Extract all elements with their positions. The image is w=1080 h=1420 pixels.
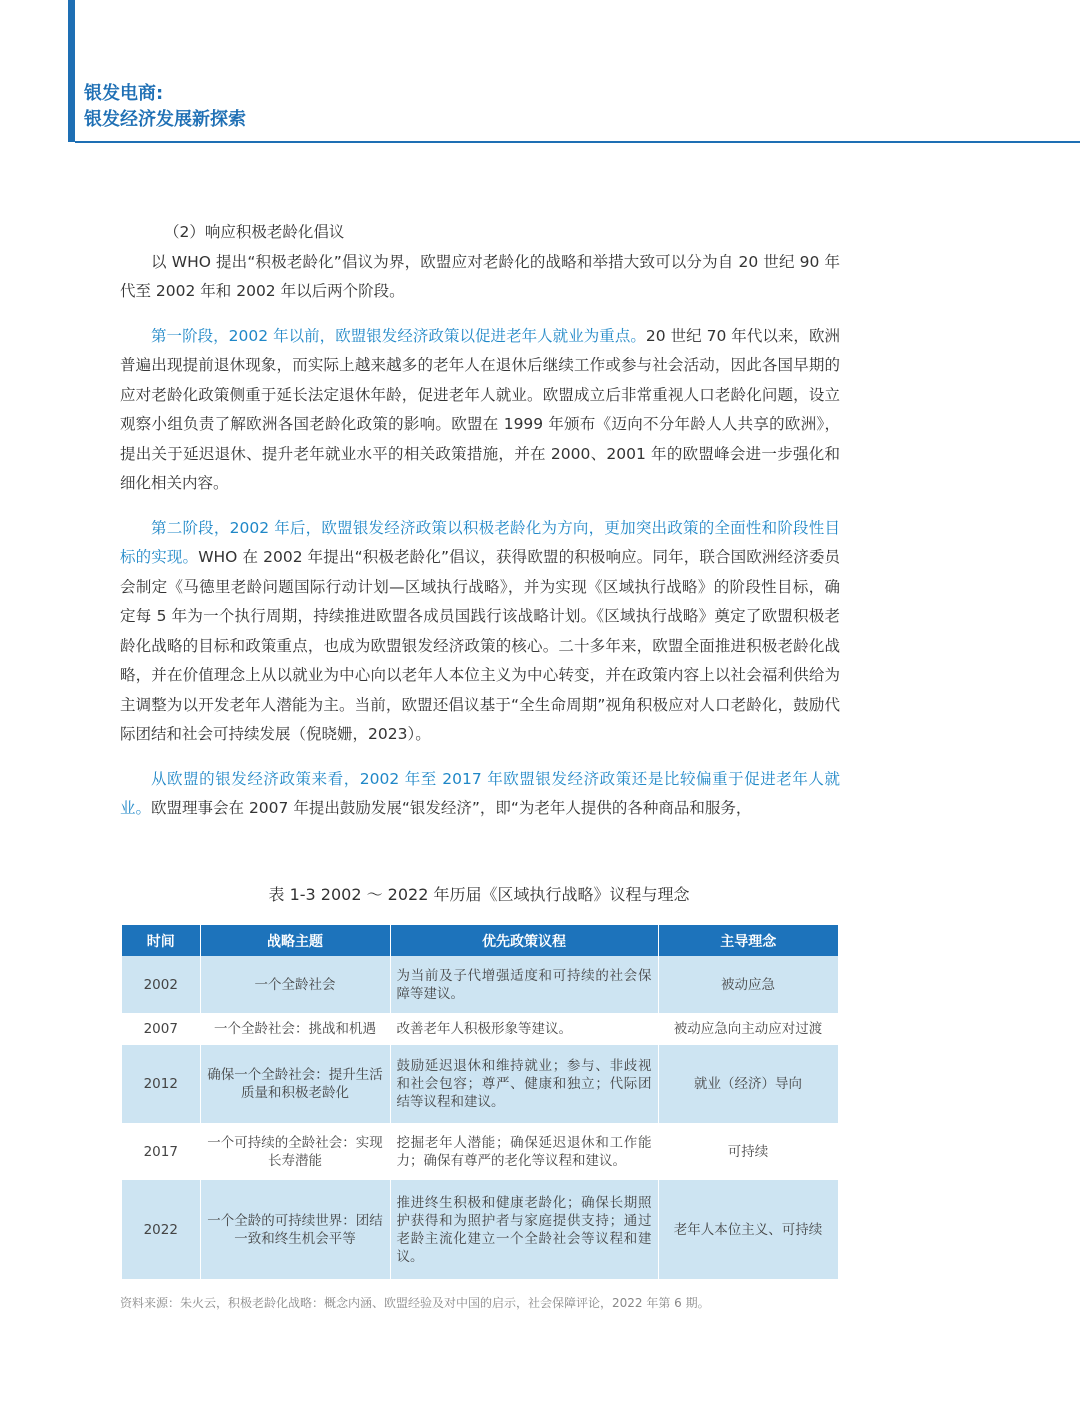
header-title-line2: 银发经济发展新探索 [84, 109, 246, 130]
paragraph-stage-two [120, 514, 840, 750]
header-year: 时间 [122, 925, 200, 956]
cell-year: 2022 [122, 1180, 200, 1279]
table-row [122, 956, 838, 1013]
cell-agenda: 鼓励延迟退休和维持就业；参与、非歧视和社会包容；尊严、健康和独立；代际团结等议程和建议。 [390, 1045, 658, 1123]
eu-policy-highlight: 从欧盟的银发经济政策来看，2002 年至 2017 年欧盟银发经济政策还是比较偏重于促进老年人就业。 [120, 769, 840, 817]
table-header-row [122, 925, 838, 956]
cell-idea: 被动应急向主动应对过渡 [658, 1013, 838, 1045]
cell-year: 2012 [122, 1045, 200, 1123]
header-title-line1: 银发电商: [84, 83, 164, 104]
cell-theme: 一个全龄社会：挑战和机遇 [200, 1013, 390, 1045]
stage-one-text: 20 世纪 70 年代以来，欧洲普遍出现提前退休现象，而实际上越来越多的老年人在退休后继续工作或参与社会活动，因此各国早期的应对老龄化政策侧重于延长法定退休年龄，促进老年人就业。欧盟成立后非常重视人口老龄化问题，设立观察小组负责了解欧洲各国老龄化政策的影响。欧盟在 1999 年颁布《迈向不分年龄人人共享的欧洲》，提出关于延迟退休、提升老年就业水平的相关政策措施，并在 2000、2001 年的欧盟峰会进一步强化和细化相关内容。 [120, 326, 840, 492]
cell-agenda: 为当前及子代增强适度和可持续的社会保障等建议。 [390, 956, 658, 1013]
paragraph-eu-policy [120, 765, 840, 824]
stage-two-highlight: 第二阶段，2002 年后，欧盟银发经济政策以积极老龄化为方向，更加突出政策的全面性和阶段性目标的实现。 [120, 518, 840, 566]
section-subheading: （2）响应积极老龄化倡议 [164, 223, 345, 241]
cell-idea: 被动应急 [658, 956, 838, 1013]
running-header [84, 81, 246, 133]
table-source-note: 资料来源：朱火云，积极老龄化战略：概念内涵、欧盟经验及对中国的启示，社会保障评论，2022 年第 6 期。 [120, 1296, 710, 1310]
header-idea: 主导理念 [658, 925, 838, 956]
header-theme: 战略主题 [200, 925, 390, 956]
strategy-table [122, 925, 839, 1279]
stage-one-highlight: 第一阶段，2002 年以前，欧盟银发经济政策以促进老年人就业为重点。 [151, 326, 646, 345]
cell-idea: 可持续 [658, 1123, 838, 1180]
cell-idea: 就业（经济）导向 [658, 1045, 838, 1123]
cell-theme: 一个全龄的可持续世界：团结一致和终生机会平等 [200, 1180, 390, 1279]
table-row [122, 1045, 838, 1123]
body-text [120, 218, 840, 824]
eu-policy-text: 欧盟理事会在 2007 年提出鼓励发展“银发经济”，即“为老年人提供的各种商品和服务， [151, 799, 752, 817]
cell-agenda: 改善老年人积极形象等建议。 [390, 1013, 658, 1045]
table-row [122, 1013, 838, 1045]
cell-agenda: 推进终生积极和健康老龄化；确保长期照护获得和为照护者与家庭提供支持；通过老龄主流化建立一个全龄社会等议程和建议。 [390, 1180, 658, 1279]
paragraph-intro: 以 WHO 提出“积极老龄化”倡议为界，欧盟应对老龄化的战略和举措大致可以分为自 20 世纪 90 年代至 2002 年和 2002 年以后两个阶段。 [120, 252, 840, 300]
cell-theme: 一个可持续的全龄社会：实现长寿潜能 [200, 1123, 390, 1180]
cell-year: 2002 [122, 956, 200, 1013]
cell-agenda: 挖掘老年人潜能；确保延迟退休和工作能力；确保有尊严的老化等议程和建议。 [390, 1123, 658, 1180]
table-caption: 表 1-3 2002 ～ 2022 年历届《区域执行战略》议程与理念 [268, 885, 690, 904]
cell-year: 2017 [122, 1123, 200, 1180]
header-accent-bar [68, 0, 75, 142]
table-row [122, 1123, 838, 1180]
cell-theme: 确保一个全龄社会：提升生活质量和积极老龄化 [200, 1045, 390, 1123]
header-agenda: 优先政策议程 [390, 925, 658, 956]
stage-two-text: WHO 在 2002 年提出“积极老龄化”倡议，获得欧盟的积极响应。同年，联合国欧洲经济委员会制定《马德里老龄问题国际行动计划—区域执行战略》，并为实现《区域执行战略》的阶段性目标，确定每 5 年为一个执行周期，持续推进欧盟各成员国践行该战略计划。《区域执行战略》奠定了欧盟积极老龄化战略的目标和政策重点，也成为欧盟银发经济政策的核心。二十多年来，欧盟全面推进积极老龄化战略，并在价值理念上从以就业为中心向以老年人本位主义为中心转变，并在政策内容上以社会福利供给为主调整为以开发老年人潜能为主。当前，欧盟还倡议基于“全生命周期”视角积极应对人口老龄化，鼓励代际团结和社会可持续发展（倪晓姗，2023）。 [120, 548, 840, 743]
header-rule [75, 141, 1080, 143]
cell-theme: 一个全龄社会 [200, 956, 390, 1013]
paragraph-stage-one [120, 322, 840, 499]
table-row [122, 1180, 838, 1279]
cell-year: 2007 [122, 1013, 200, 1045]
cell-idea: 老年人本位主义、可持续 [658, 1180, 838, 1279]
